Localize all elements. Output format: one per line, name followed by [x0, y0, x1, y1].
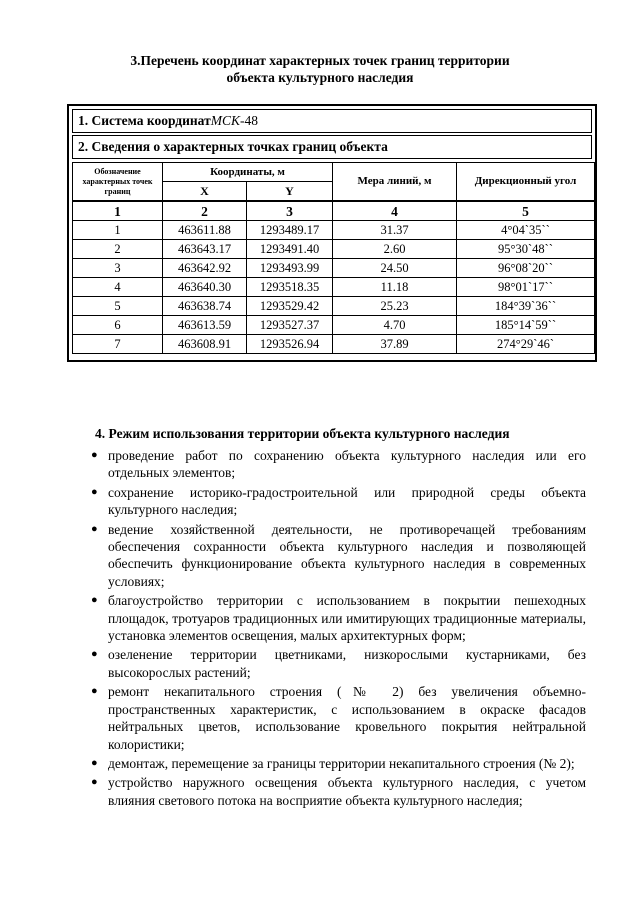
y-coordinate: 1293493.99 [247, 259, 333, 278]
list-item-text: ремонт некапитального строения (№ 2) без увеличения объемно-пространственных характеристик, с использованием в окраске фасадов нейтральных цветов, использование кровельного покрытия нейтральной колористики; [108, 684, 586, 752]
point-id: 6 [73, 316, 163, 335]
y-coordinate: 1293489.17 [247, 221, 333, 240]
list-item [91, 521, 586, 591]
point-id: 5 [73, 297, 163, 316]
column-number: 1 [73, 201, 163, 221]
column-number: 2 [163, 201, 247, 221]
list-item [91, 683, 586, 753]
usage-regime-list [91, 447, 586, 811]
bullet-icon: ● [91, 685, 98, 698]
coordinate-system-number: -48 [239, 113, 258, 128]
x-coordinate: 463613.59 [163, 316, 247, 335]
coordinates-table-frame [67, 104, 597, 362]
header-y: Y [247, 182, 333, 202]
column-number: 3 [247, 201, 333, 221]
y-coordinate: 1293527.37 [247, 316, 333, 335]
x-coordinate: 463608.91 [163, 335, 247, 354]
table-row [73, 259, 595, 278]
point-id: 2 [73, 240, 163, 259]
y-coordinate: 1293518.35 [247, 278, 333, 297]
line-length: 31.37 [333, 221, 457, 240]
title-line-2: объекта культурного наследия [226, 70, 414, 85]
list-item [91, 646, 586, 681]
list-item [91, 774, 586, 809]
column-number: 4 [333, 201, 457, 221]
column-number: 5 [457, 201, 595, 221]
direction-angle: 98°01`17`` [457, 278, 595, 297]
direction-angle: 185°14`59`` [457, 316, 595, 335]
y-coordinate: 1293526.94 [247, 335, 333, 354]
coordinate-system-label: 1. Система координат [78, 113, 211, 128]
coordinate-system-row [72, 109, 592, 133]
point-id: 4 [73, 278, 163, 297]
list-item-text: ведение хозяйственной деятельности, не противоречащей требованиям обеспечения сохранности объекта культурного наследия и позволяющей обеспечить функционирование объекта культурного наследия в современных условиях; [108, 521, 586, 589]
header-direction-angle: Дирекционный угол [457, 163, 595, 202]
y-coordinate: 1293529.42 [247, 297, 333, 316]
coordinate-system-msk: МСК [210, 113, 240, 128]
point-id: 1 [73, 221, 163, 240]
direction-angle: 274°29`46` [457, 335, 595, 354]
list-item [91, 484, 586, 519]
list-item [91, 592, 586, 644]
line-length: 24.50 [333, 259, 457, 278]
column-number-row [73, 201, 595, 221]
table-row [73, 335, 595, 354]
table-row [73, 240, 595, 259]
bullet-icon: ● [91, 776, 98, 789]
document-title [0, 52, 640, 86]
coordinates-table [72, 162, 595, 354]
line-length: 25.23 [333, 297, 457, 316]
table-row [73, 316, 595, 335]
points-info-row: 2. Сведения о характерных точках границ объекта [72, 135, 592, 159]
list-item-text: озеленение территории цветниками, низкорослыми кустарниками, без высокорослых растений; [108, 647, 586, 680]
line-length: 37.89 [333, 335, 457, 354]
direction-angle: 95°30`48`` [457, 240, 595, 259]
list-item-text: сохранение историко-градостроительной или природной среды объекта культурного наследия; [108, 484, 586, 518]
x-coordinate: 463642.92 [163, 259, 247, 278]
line-length: 11.18 [333, 278, 457, 297]
point-id: 3 [73, 259, 163, 278]
line-length: 2.60 [333, 240, 457, 259]
x-coordinate: 463640.30 [163, 278, 247, 297]
x-coordinate: 463611.88 [163, 221, 247, 240]
point-id: 7 [73, 335, 163, 354]
list-item-text: устройство наружного освещения объекта культурного наследия, с учетом влияния светового потока на восприятие объекта культурного наследия; [108, 775, 586, 808]
bullet-icon: ● [91, 449, 98, 461]
header-x: X [163, 182, 247, 202]
table-row [73, 221, 595, 240]
title-line-1: 3.Перечень координат характерных точек границ территории [130, 53, 510, 68]
direction-angle: 4°04`35`` [457, 221, 595, 240]
direction-angle: 96°08`20`` [457, 259, 595, 278]
list-item-text: демонтаж, перемещение за границы территории некапитального строения (№ 2); [108, 755, 575, 771]
table-row [73, 297, 595, 316]
y-coordinate: 1293491.40 [247, 240, 333, 259]
line-length: 4.70 [333, 316, 457, 335]
list-item [91, 447, 586, 482]
list-item-text: благоустройство территории с использованием в покрытии пешеходных площадок, тротуаров традиционных или имитирующих традиционные материалы, установка элементов освещения, малых архитектурных форм; [108, 593, 586, 644]
bullet-icon: ● [91, 648, 98, 661]
section-4-heading: 4. Режим использования территории объекта культурного наследия [95, 426, 510, 441]
header-designation: Обозначение характерных точек границ [73, 163, 163, 202]
x-coordinate: 463638.74 [163, 297, 247, 316]
list-item [91, 755, 586, 772]
bullet-icon: ● [91, 522, 98, 535]
direction-angle: 184°39`36`` [457, 297, 595, 316]
header-coordinates: Координаты, м [163, 163, 333, 182]
header-line-length: Мера линий, м [333, 163, 457, 202]
bullet-icon: ● [91, 594, 98, 607]
table-row [73, 278, 595, 297]
bullet-icon: ● [91, 756, 98, 769]
list-item-text: проведение работ по сохранению объекта культурного наследия или его отдельных элементов; [108, 448, 586, 481]
bullet-icon: ● [91, 485, 98, 498]
x-coordinate: 463643.17 [163, 240, 247, 259]
